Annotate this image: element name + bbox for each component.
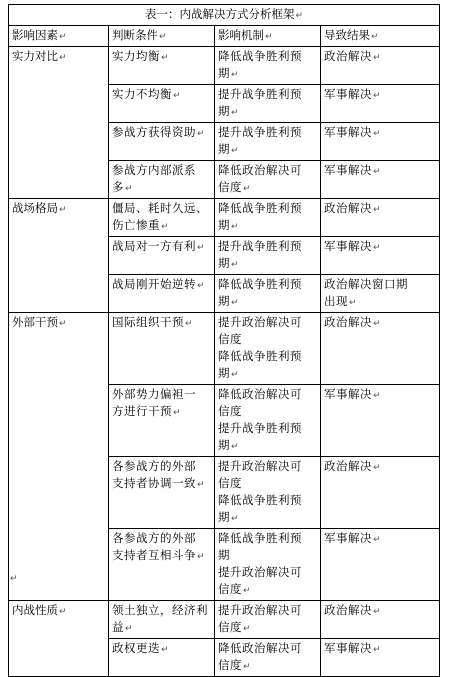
table-title: 表一：内战解决方式分析框架 <box>144 7 295 21</box>
header-label: 导致结果 <box>324 28 370 42</box>
header-cell-mechanism <box>215 26 321 47</box>
result-cell <box>321 161 440 199</box>
result-cell <box>321 199 440 237</box>
paragraph-mark-icon: ↵ <box>59 53 67 63</box>
condition-cell <box>109 385 215 457</box>
paragraph-mark-icon: ↵ <box>373 129 381 139</box>
condition-text-line: 实力均衡 <box>112 49 160 63</box>
result-text-line: 军事解决 <box>324 239 372 253</box>
paragraph-mark-icon: ↵ <box>159 32 167 42</box>
mechanism-text-line: 期 <box>218 438 230 452</box>
condition-text-line: 各参战方的外部 <box>112 459 196 473</box>
mechanism-text-line: 期 <box>218 256 230 270</box>
condition-cell <box>109 457 215 529</box>
header-cell-condition <box>109 26 215 47</box>
mechanism-text-line: 提升政治解决可 <box>218 315 302 329</box>
paragraph-mark-icon: ↵ <box>231 442 239 452</box>
mechanism-text-line: 降低战争胜利预 <box>218 349 302 363</box>
paragraph-mark-icon: ↵ <box>231 370 239 380</box>
condition-text-line: 各参战方的外部 <box>112 531 196 545</box>
document-page <box>8 4 440 677</box>
header-label: 影响因素 <box>12 28 58 42</box>
mechanism-cell <box>215 529 321 601</box>
result-cell <box>321 639 440 677</box>
result-cell <box>321 123 440 161</box>
mechanism-text-line: 信度 <box>218 404 242 418</box>
mechanism-cell <box>215 161 321 199</box>
condition-text-line: 领土独立，经济利 <box>112 603 208 617</box>
result-text-line: 政治解决 <box>324 603 372 617</box>
result-cell <box>321 601 440 639</box>
mechanism-cell <box>215 199 321 237</box>
mechanism-cell <box>215 123 321 161</box>
condition-text-line: 参战方获得资助 <box>112 125 196 139</box>
condition-cell <box>109 313 215 385</box>
paragraph-mark-icon: ↵ <box>373 535 381 545</box>
mechanism-text-line: 期 <box>218 66 230 80</box>
factor-cell <box>9 313 109 601</box>
result-cell <box>321 385 440 457</box>
condition-cell <box>109 47 215 85</box>
result-text-line: 政治解决 <box>324 201 372 215</box>
paragraph-mark-icon: ↵ <box>231 108 239 118</box>
mechanism-text-line: 提升战争胜利预 <box>218 239 302 253</box>
paragraph-mark-icon: ↵ <box>373 645 381 655</box>
condition-cell <box>109 123 215 161</box>
condition-cell <box>109 275 215 313</box>
condition-cell <box>109 199 215 237</box>
result-text-line: 出现 <box>324 294 348 308</box>
condition-text-line: 方进行干预 <box>112 404 172 418</box>
result-cell <box>321 457 440 529</box>
result-cell <box>321 85 440 123</box>
condition-text-line: 战局刚开始逆转 <box>112 277 196 291</box>
paragraph-mark-icon: ↵ <box>59 607 67 617</box>
mechanism-cell <box>215 385 321 457</box>
result-text-line: 军事解决 <box>324 87 372 101</box>
paragraph-mark-icon: ↵ <box>59 319 67 329</box>
mechanism-cell <box>215 85 321 123</box>
result-cell <box>321 47 440 85</box>
factor-cell <box>9 199 109 313</box>
paragraph-mark-icon: ↵ <box>371 32 379 42</box>
result-text-line: 政治解决 <box>324 459 372 473</box>
paragraph-mark-icon: ↵ <box>243 586 251 596</box>
paragraph-mark-icon: ↵ <box>10 574 18 584</box>
factor-label: 外部干预 <box>12 315 58 329</box>
paragraph-mark-icon: ↵ <box>185 319 193 329</box>
result-text-line: 军事解决 <box>324 387 372 401</box>
mechanism-text-line: 期 <box>218 366 230 380</box>
mechanism-text-line: 信度 <box>218 620 242 634</box>
paragraph-mark-icon: ↵ <box>161 645 169 655</box>
paragraph-mark-icon: ↵ <box>373 391 381 401</box>
header-row <box>9 26 440 47</box>
mechanism-cell <box>215 237 321 275</box>
paragraph-mark-icon: ↵ <box>59 205 67 215</box>
paragraph-mark-icon: ↵ <box>373 607 381 617</box>
mechanism-text-line: 提升政治解决可 <box>218 565 302 579</box>
mechanism-text-line: 信度 <box>218 332 242 346</box>
paragraph-mark-icon: ↵ <box>125 624 133 634</box>
factor-cell <box>9 601 109 677</box>
mechanism-cell <box>215 313 321 385</box>
header-label: 影响机制 <box>218 28 264 42</box>
result-text-line: 军事解决 <box>324 163 372 177</box>
condition-text-line: 支持者协调一致 <box>112 476 196 490</box>
condition-text-line: 外部势力偏袒一 <box>112 387 196 401</box>
condition-text-line: 参战方内部派系 <box>112 163 196 177</box>
condition-text-line: 伤亡惨重 <box>112 218 160 232</box>
paragraph-mark-icon: ↵ <box>295 11 304 21</box>
table-row <box>9 199 440 237</box>
table-row <box>9 601 440 639</box>
factor-label: 内战性质 <box>12 603 58 617</box>
mechanism-cell <box>215 47 321 85</box>
condition-cell <box>109 639 215 677</box>
condition-text-line: 战局对一方有利 <box>112 239 196 253</box>
table-row <box>9 313 440 385</box>
mechanism-text-line: 期 <box>218 510 230 524</box>
paragraph-mark-icon: ↵ <box>373 319 381 329</box>
paragraph-mark-icon: ↵ <box>125 184 133 194</box>
mechanism-text-line: 期 <box>218 104 230 118</box>
condition-text-line: 实力不均衡 <box>112 87 172 101</box>
mechanism-text-line: 信度 <box>218 476 242 490</box>
mechanism-text-line: 期 <box>218 218 230 232</box>
result-text-line: 政治解决窗口期 <box>324 277 408 291</box>
paragraph-mark-icon: ↵ <box>173 91 181 101</box>
paragraph-mark-icon: ↵ <box>243 184 251 194</box>
factor-cell <box>9 47 109 199</box>
paragraph-mark-icon: ↵ <box>243 662 251 672</box>
result-text-line: 军事解决 <box>324 125 372 139</box>
condition-text-line: 益 <box>112 620 124 634</box>
paragraph-mark-icon: ↵ <box>373 243 381 253</box>
condition-cell <box>109 161 215 199</box>
paragraph-mark-icon: ↵ <box>349 298 357 308</box>
result-text-line: 军事解决 <box>324 641 372 655</box>
title-row <box>9 5 440 26</box>
mechanism-text-line: 降低政治解决可 <box>218 163 302 177</box>
condition-cell <box>109 529 215 601</box>
condition-text-line: 支持者互相斗争 <box>112 548 196 562</box>
mechanism-cell <box>215 457 321 529</box>
mechanism-text-line: 降低政治解决可 <box>218 641 302 655</box>
result-cell <box>321 529 440 601</box>
result-text-line: 政治解决 <box>324 49 372 63</box>
mechanism-text-line: 降低战争胜利预 <box>218 493 302 507</box>
condition-text-line: 政权更迭 <box>112 641 160 655</box>
mechanism-cell <box>215 275 321 313</box>
paragraph-mark-icon: ↵ <box>197 129 205 139</box>
paragraph-mark-icon: ↵ <box>231 514 239 524</box>
paragraph-mark-icon: ↵ <box>197 281 205 291</box>
result-text-line: 政治解决 <box>324 315 372 329</box>
mechanism-text-line: 提升政治解决可 <box>218 459 302 473</box>
mechanism-text-line: 提升战争胜利预 <box>218 421 302 435</box>
mechanism-text-line: 提升政治解决可 <box>218 603 302 617</box>
paragraph-mark-icon: ↵ <box>59 32 67 42</box>
mechanism-text-line: 信度 <box>218 658 242 672</box>
paragraph-mark-icon: ↵ <box>265 32 273 42</box>
condition-text-line: 多 <box>112 180 124 194</box>
result-cell <box>321 313 440 385</box>
condition-cell <box>109 85 215 123</box>
framework-table <box>8 4 440 677</box>
paragraph-mark-icon: ↵ <box>373 205 381 215</box>
table-title-cell <box>9 5 440 26</box>
mechanism-text-line: 提升战争胜利预 <box>218 125 302 139</box>
mechanism-text-line: 降低战争胜利预 <box>218 49 302 63</box>
condition-cell <box>109 237 215 275</box>
mechanism-text-line: 降低政治解决可 <box>218 387 302 401</box>
paragraph-mark-icon: ↵ <box>231 260 239 270</box>
paragraph-mark-icon: ↵ <box>373 167 381 177</box>
paragraph-mark-icon: ↵ <box>373 91 381 101</box>
header-cell-result <box>321 26 440 47</box>
mechanism-text-line: 降低战争胜利预 <box>218 277 302 291</box>
paragraph-mark-icon: ↵ <box>231 298 239 308</box>
condition-cell <box>109 601 215 639</box>
paragraph-mark-icon: ↵ <box>161 222 169 232</box>
result-text-line: 军事解决 <box>324 531 372 545</box>
paragraph-mark-icon: ↵ <box>197 552 205 562</box>
mechanism-text-line: 期 <box>218 142 230 156</box>
condition-text-line: 僵局、耗时久远、 <box>112 201 208 215</box>
result-cell <box>321 237 440 275</box>
paragraph-mark-icon: ↵ <box>231 70 239 80</box>
condition-text-line: 国际组织干预 <box>112 315 184 329</box>
paragraph-mark-icon: ↵ <box>197 480 205 490</box>
mechanism-text-line: 降低战争胜利预 <box>218 201 302 215</box>
mechanism-text-line: 降低战争胜利预 <box>218 531 302 545</box>
paragraph-mark-icon: ↵ <box>161 53 169 63</box>
header-label: 判断条件 <box>112 28 158 42</box>
paragraph-mark-icon: ↵ <box>373 53 381 63</box>
mechanism-text-line: 信度 <box>218 180 242 194</box>
mechanism-cell <box>215 601 321 639</box>
mechanism-text-line: 信度 <box>218 582 242 596</box>
result-cell <box>321 275 440 313</box>
factor-label: 战场格局 <box>12 201 58 215</box>
mechanism-text-line: 期 <box>218 548 230 562</box>
paragraph-mark-icon: ↵ <box>231 146 239 156</box>
paragraph-mark-icon: ↵ <box>243 624 251 634</box>
mechanism-text-line: 期 <box>218 294 230 308</box>
paragraph-mark-icon: ↵ <box>231 222 239 232</box>
header-cell-factor <box>9 26 109 47</box>
factor-label: 实力对比 <box>12 49 58 63</box>
paragraph-mark-icon: ↵ <box>173 408 181 418</box>
mechanism-cell <box>215 639 321 677</box>
paragraph-mark-icon: ↵ <box>373 463 381 473</box>
table-row <box>9 47 440 85</box>
mechanism-text-line: 提升战争胜利预 <box>218 87 302 101</box>
paragraph-mark-icon: ↵ <box>197 243 205 253</box>
